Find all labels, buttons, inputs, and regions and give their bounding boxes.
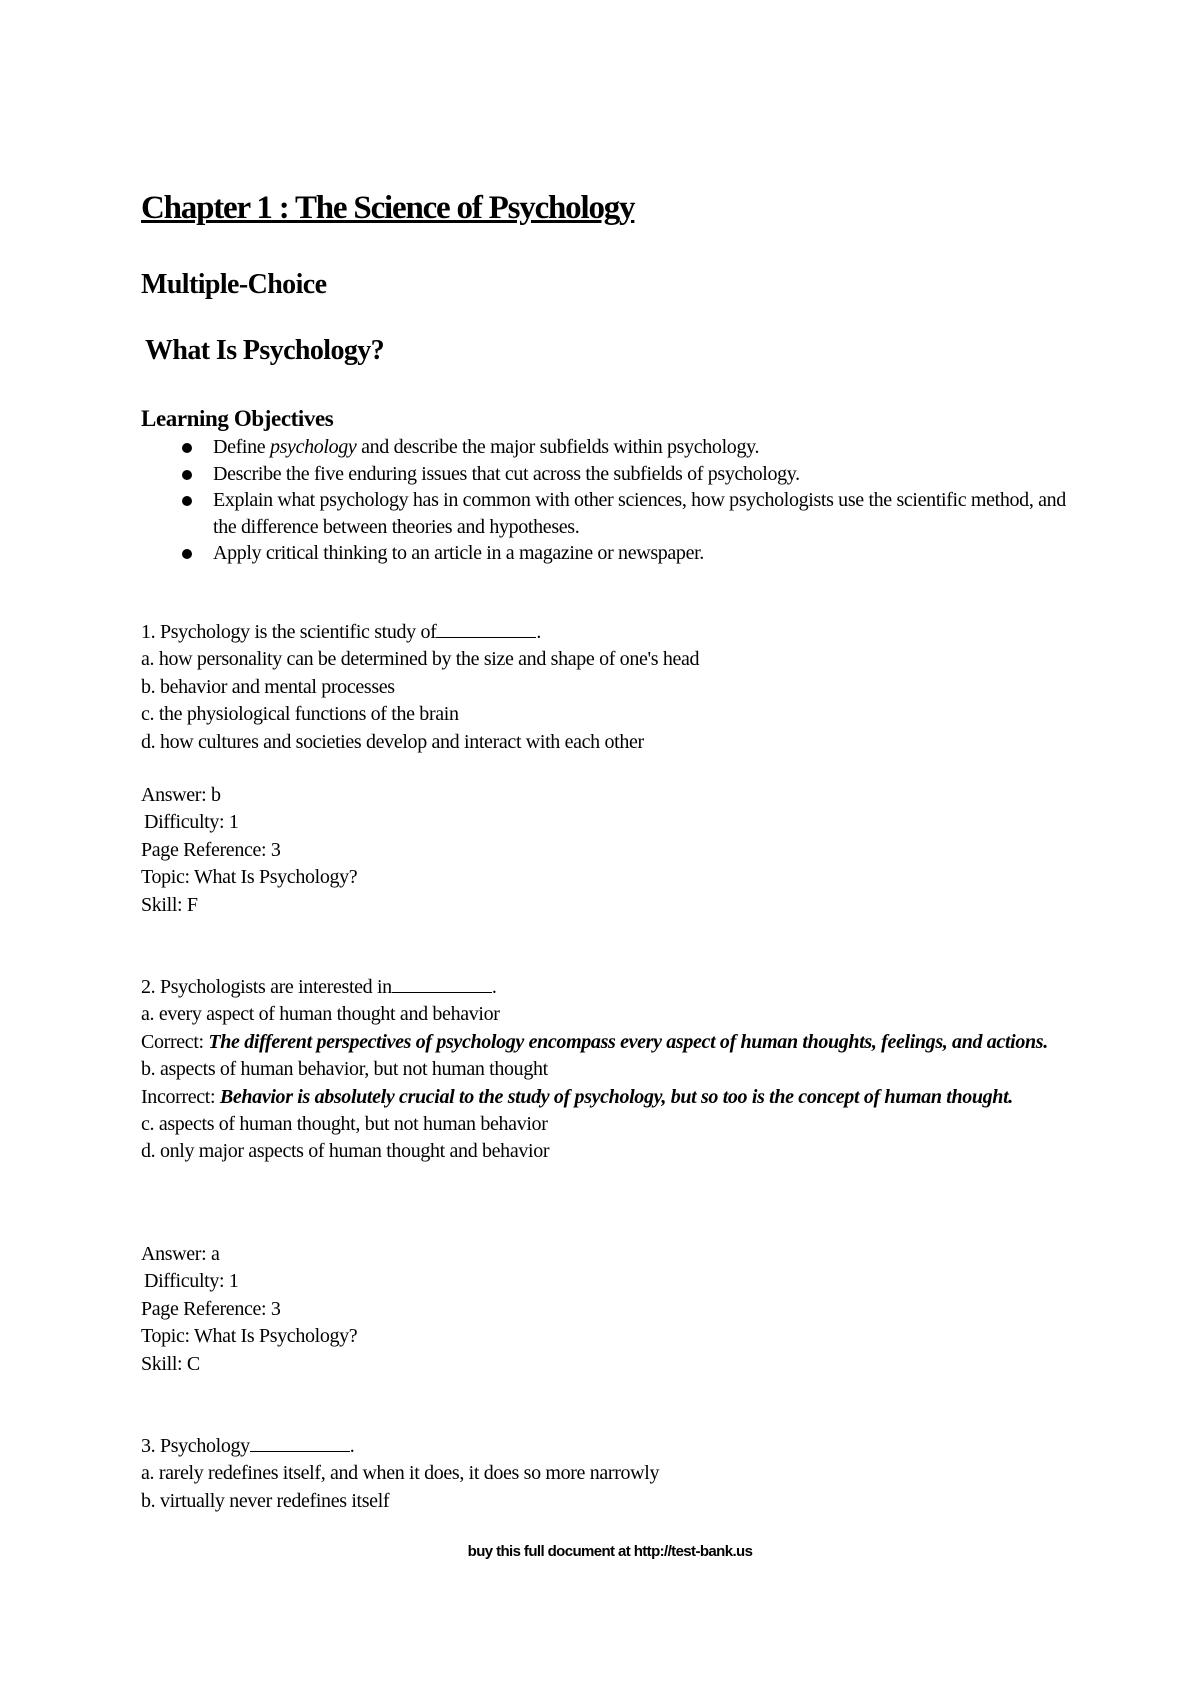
correct-feedback: Correct: The different perspectives of psychology encompass every aspect of human thoughts, feelings, and actions. (141, 1030, 1048, 1053)
skill-line: Skill: C (141, 1352, 200, 1375)
page-reference-line: Page Reference: 3 (141, 1297, 281, 1320)
answer-line: Answer: b (141, 784, 221, 806)
option-a: a. rarely redefines itself, and when it does, it does so more narrowly (141, 1462, 660, 1485)
answer-line: Answer: a (141, 1243, 220, 1265)
objective-item: Apply critical thinking to an article in a magazine or newspaper. (182, 540, 1082, 567)
section-title: Multiple-Choice (141, 269, 327, 300)
answer-blank (250, 1433, 350, 1452)
question-2-metadata (141, 1241, 357, 1378)
bullet-icon (182, 549, 192, 559)
option-c: c. aspects of human thought, but not human behavior (141, 1113, 548, 1136)
bullet-icon (182, 443, 192, 453)
skill-line: Skill: F (141, 893, 198, 916)
objective-item: Explain what psychology has in common with other sciences, how psychologists use the scientific method, and the difference between theories and hypotheses. (182, 487, 1082, 540)
option-b: b. virtually never redefines itself (141, 1489, 390, 1512)
question-2 (141, 974, 1061, 1166)
topic-line: Topic: What Is Psychology? (141, 866, 358, 889)
objective-item: Define psychology and describe the major subfields within psychology. (182, 434, 1082, 461)
question-3 (141, 1433, 1061, 1515)
bullet-icon (182, 496, 192, 506)
option-d: d. only major aspects of human thought and behavior (141, 1140, 550, 1163)
option-a: a. every aspect of human thought and behavior (141, 1003, 500, 1026)
option-d: d. how cultures and societies develop and interact with each other (141, 730, 644, 753)
option-a: a. how personality can be determined by the size and shape of one's head (141, 648, 700, 671)
objective-item: Describe the five enduring issues that cut across the subfields of psychology. (182, 461, 1082, 488)
difficulty-line: Difficulty: 1 (144, 811, 239, 834)
question-1 (141, 619, 1061, 756)
question-stem: 2. Psychologists are interested in . (141, 976, 497, 998)
question-stem: 3. Psychology . (141, 1435, 355, 1457)
option-b: b. aspects of human behavior, but not human thought (141, 1058, 548, 1081)
bullet-icon (182, 470, 192, 480)
learning-objectives-list (182, 434, 1082, 567)
footer-note: buy this full document at http://test-bank.us (467, 1543, 753, 1560)
answer-blank (436, 619, 536, 638)
incorrect-feedback: Incorrect: Behavior is absolutely crucial to the study of psychology, but so too is the concept of human thought. (141, 1085, 1013, 1108)
chapter-title: Chapter 1 : The Science of Psychology (141, 190, 635, 226)
difficulty-line: Difficulty: 1 (144, 1270, 239, 1293)
topic-title: What Is Psychology? (145, 335, 385, 366)
learning-objectives-heading: Learning Objectives (141, 406, 334, 431)
question-stem: 1. Psychology is the scientific study of . (141, 621, 542, 643)
answer-blank (392, 974, 492, 993)
topic-line: Topic: What Is Psychology? (141, 1325, 358, 1348)
option-c: c. the physiological functions of the brain (141, 703, 459, 726)
question-1-metadata (141, 782, 357, 919)
page-reference-line: Page Reference: 3 (141, 838, 281, 861)
option-b: b. behavior and mental processes (141, 675, 395, 698)
